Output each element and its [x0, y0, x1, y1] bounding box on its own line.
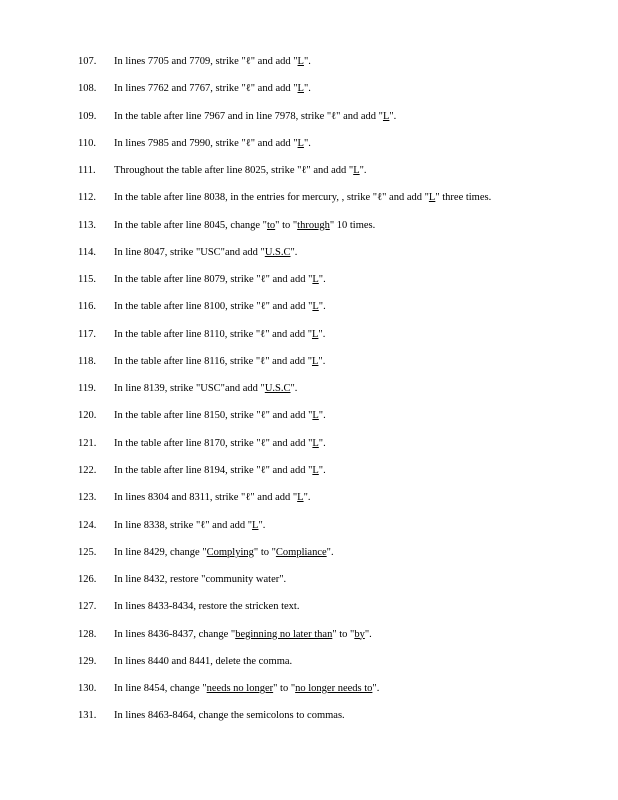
item-text [114, 682, 598, 695]
item-text-segment: ". [318, 437, 326, 449]
item-number: 107. [78, 56, 97, 67]
underlined-inserted-text: L [353, 165, 360, 177]
amendment-item [78, 491, 598, 518]
item-text-segment: In lines 8463-8464, change the semicolons to commas. [114, 710, 345, 722]
item-number: 119. [78, 383, 96, 395]
amendment-item [78, 219, 598, 246]
item-text [114, 328, 598, 341]
underlined-inserted-text: L [312, 437, 319, 449]
item-text-segment: In the table after line 8100, strike "ℓ" and add " [114, 301, 313, 313]
item-text [114, 55, 598, 68]
amendment-item [78, 246, 598, 273]
item-text-segment: In line 8139, strike "USC"and add " [114, 383, 265, 395]
amendment-item [78, 546, 598, 573]
item-text [114, 464, 598, 477]
underlined-inserted-text: U.S.C [264, 246, 291, 258]
item-text-segment: " to " [332, 628, 355, 640]
underlined-inserted-text: no longer needs to [295, 683, 373, 695]
item-text-segment: In the table after line 8150, strike "ℓ" and add " [114, 410, 313, 422]
item-text-segment: In the table after line 8116, strike "ℓ" and add " [114, 355, 312, 367]
item-text [114, 246, 598, 259]
item-text [114, 273, 598, 286]
item-text [114, 110, 598, 123]
item-text [114, 628, 598, 641]
item-text [114, 655, 598, 668]
item-number: 111. [78, 165, 96, 177]
underlined-inserted-text: L [297, 137, 304, 149]
underlined-inserted-text: L [311, 355, 319, 367]
item-text-segment: ". [303, 83, 311, 95]
item-text-segment: " to " [253, 546, 276, 558]
item-number: 123. [78, 492, 97, 504]
item-text-segment: " three times. [435, 192, 492, 204]
item-text [114, 300, 598, 313]
item-number: 115. [78, 274, 96, 286]
item-text-segment: In the table after line 7967 and in line 7978, strike "ℓ" and add " [114, 110, 383, 122]
amendment-item [78, 55, 598, 82]
amendment-item [78, 464, 598, 491]
item-number: 129. [78, 655, 97, 667]
amendment-item [78, 409, 598, 436]
item-text-segment: ". [372, 683, 380, 695]
item-number: 131. [78, 710, 97, 722]
item-text [114, 519, 598, 532]
item-text-segment: In the table after line 8045, change " [114, 219, 267, 231]
item-text-segment: ". [318, 328, 326, 340]
underlined-inserted-text: L [311, 328, 319, 340]
item-number: 128. [78, 628, 97, 640]
item-text-segment: In the table after line 8110, strike "ℓ" and add " [114, 328, 312, 340]
item-text-segment: In the table after line 8079, strike "ℓ" and add " [114, 274, 313, 286]
amendment-item [78, 709, 598, 736]
item-text-segment: Throughout the table after line 8025, strike "ℓ" and add " [114, 165, 354, 177]
item-text-segment: ". [318, 355, 326, 367]
item-number: 109. [78, 110, 97, 122]
item-number: 114. [78, 246, 96, 258]
underlined-inserted-text: L [312, 274, 319, 286]
amendment-item [78, 82, 598, 109]
amendment-item [78, 437, 598, 464]
amendment-item [78, 655, 598, 682]
item-text-segment: " to " [273, 683, 296, 695]
underlined-inserted-text: L [252, 519, 259, 531]
item-text-segment: In lines 8304 and 8311, strike "ℓ" and add " [114, 492, 298, 504]
item-text [114, 137, 598, 150]
item-text-segment: In lines 8436-8437, change " [114, 628, 236, 640]
underlined-inserted-text: L [297, 492, 304, 504]
underlined-inserted-text: through [297, 219, 330, 231]
item-number: 120. [78, 410, 97, 422]
item-text-segment: " 10 times. [329, 219, 376, 231]
item-text [114, 382, 598, 395]
item-text-segment: In the table after line 8170, strike "ℓ" and add " [114, 437, 313, 449]
item-text-segment: ". [258, 519, 266, 531]
item-text-segment: ". [389, 110, 397, 122]
underlined-inserted-text: needs no longer [206, 683, 274, 695]
underlined-inserted-text: by [354, 628, 365, 640]
amendment-item [78, 355, 598, 382]
amendment-item [78, 191, 598, 218]
item-text-segment: ". [303, 137, 311, 149]
amendment-item [78, 137, 598, 164]
item-text [114, 82, 598, 95]
item-text [114, 164, 598, 177]
item-text-segment: In lines 8433-8434, restore the stricken text. [114, 601, 300, 613]
item-number: 113. [78, 219, 96, 231]
underlined-inserted-text: L [312, 410, 319, 422]
amendment-item [78, 110, 598, 137]
item-text-segment: In lines 7762 and 7767, strike "ℓ" and add " [114, 83, 298, 95]
item-text-segment: In line 8432, restore "community water". [114, 574, 287, 586]
item-text-segment: ". [364, 628, 372, 640]
item-text-segment: In lines 7985 and 7990, strike "ℓ" and add " [114, 137, 298, 149]
item-text-segment: ". [303, 492, 311, 504]
item-text [114, 600, 598, 613]
item-number: 116. [78, 301, 96, 313]
underlined-inserted-text: L [312, 464, 319, 476]
item-text [114, 191, 598, 204]
item-text-segment: ". [290, 246, 298, 258]
item-text-segment: ". [318, 301, 326, 313]
item-text-segment: In the table after line 8038, in the entries for mercury, , strike "ℓ" and add " [114, 192, 429, 204]
item-text [114, 219, 598, 232]
underlined-inserted-text: U.S.C [264, 383, 291, 395]
item-text [114, 709, 598, 722]
item-number: 127. [78, 601, 97, 613]
underlined-inserted-text: Compliance [275, 546, 327, 558]
item-text-segment: ". [318, 464, 326, 476]
item-number: 112. [78, 192, 96, 204]
amendment-item [78, 628, 598, 655]
underlined-inserted-text: L [428, 192, 436, 204]
item-text-segment: In line 8454, change " [114, 683, 207, 695]
item-text-segment: In the table after line 8194, strike "ℓ" and add " [114, 464, 313, 476]
item-number: 117. [78, 328, 96, 340]
item-text [114, 573, 598, 586]
amendment-item [78, 273, 598, 300]
item-number: 122. [78, 464, 97, 476]
item-text-segment: ". [318, 274, 326, 286]
item-number: 118. [78, 355, 96, 367]
underlined-inserted-text: Complying [206, 546, 254, 558]
item-text-segment: In lines 8440 and 8441, delete the comma. [114, 655, 293, 667]
amendment-item [78, 600, 598, 627]
amendment-item [78, 164, 598, 191]
underlined-inserted-text: L [297, 83, 304, 95]
item-text-segment: ". [290, 383, 298, 395]
amendment-list [78, 55, 598, 737]
item-text-segment: In line 8429, change " [114, 546, 207, 558]
item-text [114, 546, 598, 559]
item-text-segment: In line 8047, strike "USC"and add " [114, 246, 265, 258]
underlined-inserted-text: beginning no later than [235, 628, 333, 640]
item-text-segment: In lines 7705 and 7709, strike "ℓ" and add " [114, 56, 298, 67]
amendment-item [78, 300, 598, 327]
item-text [114, 491, 598, 504]
item-number: 110. [78, 137, 96, 149]
item-text-segment: In line 8338, strike "ℓ" and add " [114, 519, 253, 531]
item-text [114, 409, 598, 422]
item-text-segment: ". [359, 165, 367, 177]
item-text [114, 355, 598, 368]
amendment-item [78, 328, 598, 355]
underlined-inserted-text: L [312, 301, 319, 313]
underlined-inserted-text: L [382, 110, 390, 122]
item-number: 124. [78, 519, 97, 531]
amendment-item [78, 573, 598, 600]
item-text-segment: ". [318, 410, 326, 422]
item-text-segment: ". [326, 546, 334, 558]
amendment-item [78, 519, 598, 546]
underlined-inserted-text: L [297, 56, 304, 67]
item-text [114, 437, 598, 450]
amendment-item [78, 682, 598, 709]
item-number: 130. [78, 683, 97, 695]
item-text-segment: " to " [275, 219, 298, 231]
item-text-segment: ". [303, 56, 311, 67]
amendment-item [78, 382, 598, 409]
item-number: 108. [78, 83, 97, 95]
underlined-inserted-text: to [266, 219, 276, 231]
item-number: 121. [78, 437, 97, 449]
item-number: 126. [78, 574, 97, 586]
item-number: 125. [78, 546, 97, 558]
